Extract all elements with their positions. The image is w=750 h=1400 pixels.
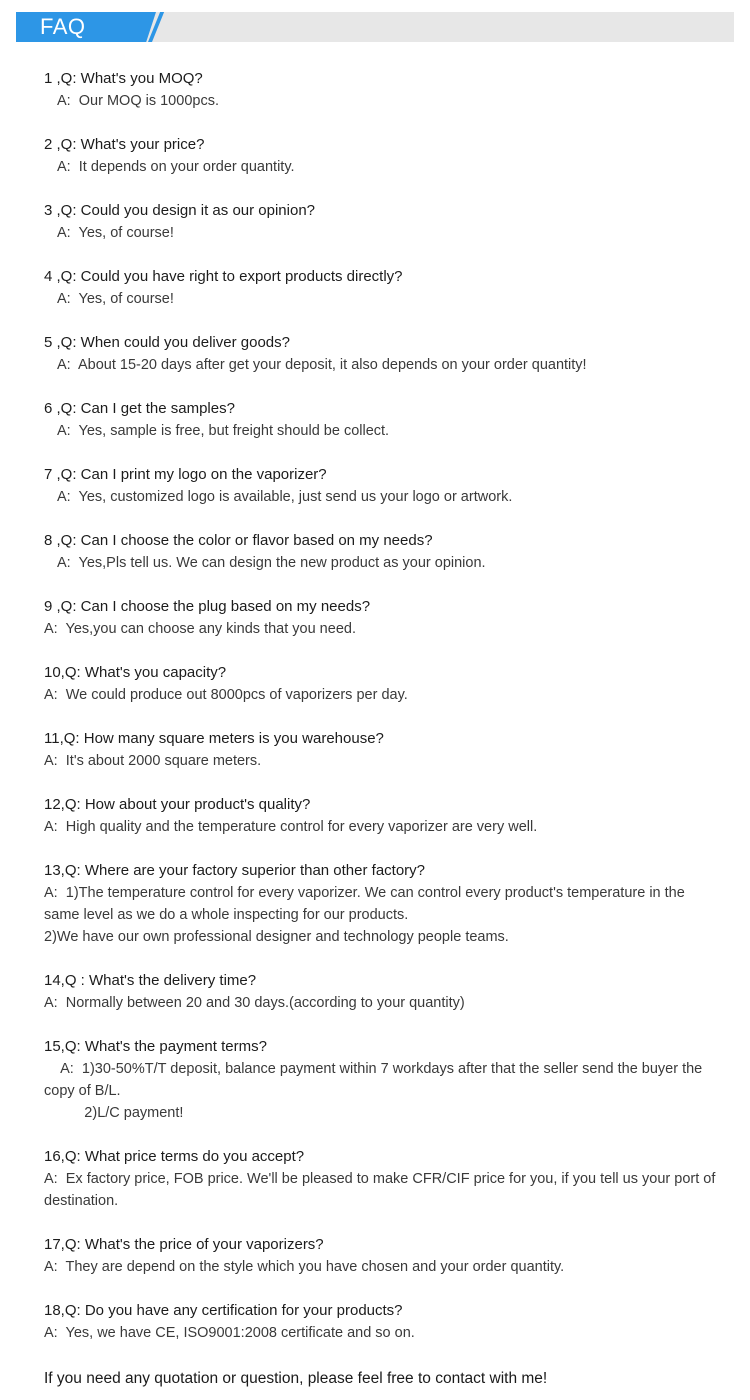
faq-answer-line: A: 1)30-50%T/T deposit, balance payment within 7 workdays after that the seller send the buyer the copy of B/L. (44, 1061, 707, 1099)
faq-question: 11,Q: How many square meters is you warehouse? (44, 730, 384, 747)
faq-question: 9 ,Q: Can I choose the plug based on my needs? (44, 598, 371, 615)
faq-answer-line: A: Yes,you can choose any kinds that you need. (44, 621, 356, 637)
faq-header-bar (16, 12, 734, 42)
faq-answer-line: A: It depends on your order quantity. (57, 159, 295, 175)
faq-answer (44, 992, 724, 1014)
faq-question: 4 ,Q: Could you have right to export products directly? (44, 268, 403, 285)
faq-question: 6 ,Q: Can I get the samples? (44, 400, 235, 417)
faq-question: 10,Q: What's you capacity? (44, 664, 227, 681)
faq-answer (44, 222, 724, 244)
faq-item (44, 68, 724, 112)
faq-item (44, 398, 724, 442)
faq-answer (44, 618, 724, 640)
faq-answer-line: A: Yes, we have CE, ISO9001:2008 certificate and so on. (44, 1325, 415, 1341)
faq-answer-line: A: Yes, of course! (57, 291, 174, 307)
faq-item (44, 970, 724, 1014)
faq-item (44, 266, 724, 310)
faq-answer (44, 684, 724, 706)
faq-answer-line: A: About 15-20 days after get your deposit, it also depends on your order quantity! (57, 357, 587, 373)
faq-item (44, 1036, 724, 1124)
faq-question: 7 ,Q: Can I print my logo on the vaporizer? (44, 466, 327, 483)
faq-item (44, 1146, 724, 1212)
faq-answer (44, 288, 724, 310)
faq-answer-line: 2)We have our own professional designer and technology people teams. (44, 929, 509, 945)
faq-item (44, 530, 724, 574)
faq-answer (44, 486, 724, 508)
faq-question: 5 ,Q: When could you deliver goods? (44, 334, 290, 351)
faq-answer (44, 552, 724, 574)
faq-question: 18,Q: Do you have any certification for your products? (44, 1302, 403, 1319)
faq-item (44, 794, 724, 838)
faq-answer (44, 1058, 724, 1124)
faq-question: 15,Q: What's the payment terms? (44, 1038, 267, 1055)
faq-answer-line: A: Normally between 20 and 30 days.(according to your quantity) (44, 995, 465, 1011)
faq-answer-line: A: Yes, customized logo is available, just send us your logo or artwork. (57, 489, 513, 505)
faq-item (44, 860, 724, 948)
faq-answer-line: A: High quality and the temperature control for every vaporizer are very well. (44, 819, 538, 835)
faq-answer (44, 1322, 724, 1344)
faq-answer (44, 354, 724, 376)
faq-answer-line: A: We could produce out 8000pcs of vaporizers per day. (44, 687, 408, 703)
faq-answer-line: 2)L/C payment! (44, 1105, 184, 1121)
faq-question: 8 ,Q: Can I choose the color or flavor based on my needs? (44, 532, 433, 549)
faq-item (44, 464, 724, 508)
faq-answer-line: A: Yes,Pls tell us. We can design the new product as your opinion. (57, 555, 486, 571)
faq-list (44, 68, 724, 1366)
faq-question: 13,Q: Where are your factory superior than other factory? (44, 862, 426, 879)
faq-question: 2 ,Q: What's your price? (44, 136, 205, 153)
faq-answer-line: A: Yes, sample is free, but freight should be collect. (57, 423, 390, 439)
faq-item (44, 332, 724, 376)
faq-answer (44, 90, 724, 112)
faq-item (44, 662, 724, 706)
faq-question: 12,Q: How about your product's quality? (44, 796, 311, 813)
page-title: FAQ (40, 14, 86, 39)
faq-question: 14,Q : What's the delivery time? (44, 972, 257, 989)
faq-question: 17,Q: What's the price of your vaporizers? (44, 1236, 324, 1253)
faq-answer (44, 750, 724, 772)
faq-answer (44, 816, 724, 838)
faq-item (44, 200, 724, 244)
faq-answer-line: A: Yes, of course! (57, 225, 174, 241)
faq-answer-line: A: Ex factory price, FOB price. We'll be pleased to make CFR/CIF price for you, if you tell us your port of destination. (44, 1171, 720, 1209)
faq-answer (44, 1168, 724, 1212)
faq-answer (44, 882, 724, 948)
faq-answer (44, 420, 724, 442)
faq-item (44, 1300, 724, 1344)
faq-item (44, 596, 724, 640)
faq-answer-line: A: They are depend on the style which you have chosen and your order quantity. (44, 1259, 565, 1275)
faq-item (44, 728, 724, 772)
faq-question: 3 ,Q: Could you design it as our opinion? (44, 202, 316, 219)
faq-item (44, 134, 724, 178)
faq-answer (44, 156, 724, 178)
faq-answer-line: A: Our MOQ is 1000pcs. (57, 93, 219, 109)
faq-answer-line: A: It's about 2000 square meters. (44, 753, 262, 769)
faq-answer-line: A: 1)The temperature control for every vaporizer. We can control every product's temperature in the same level as we do a whole inspecting for our products. (44, 885, 689, 923)
faq-answer (44, 1256, 724, 1278)
faq-question: 1 ,Q: What's you MOQ? (44, 70, 203, 87)
faq-question: 16,Q: What price terms do you accept? (44, 1148, 305, 1165)
closing-note: If you need any quotation or question, please feel free to contact with me! (44, 1370, 548, 1387)
faq-item (44, 1234, 724, 1278)
